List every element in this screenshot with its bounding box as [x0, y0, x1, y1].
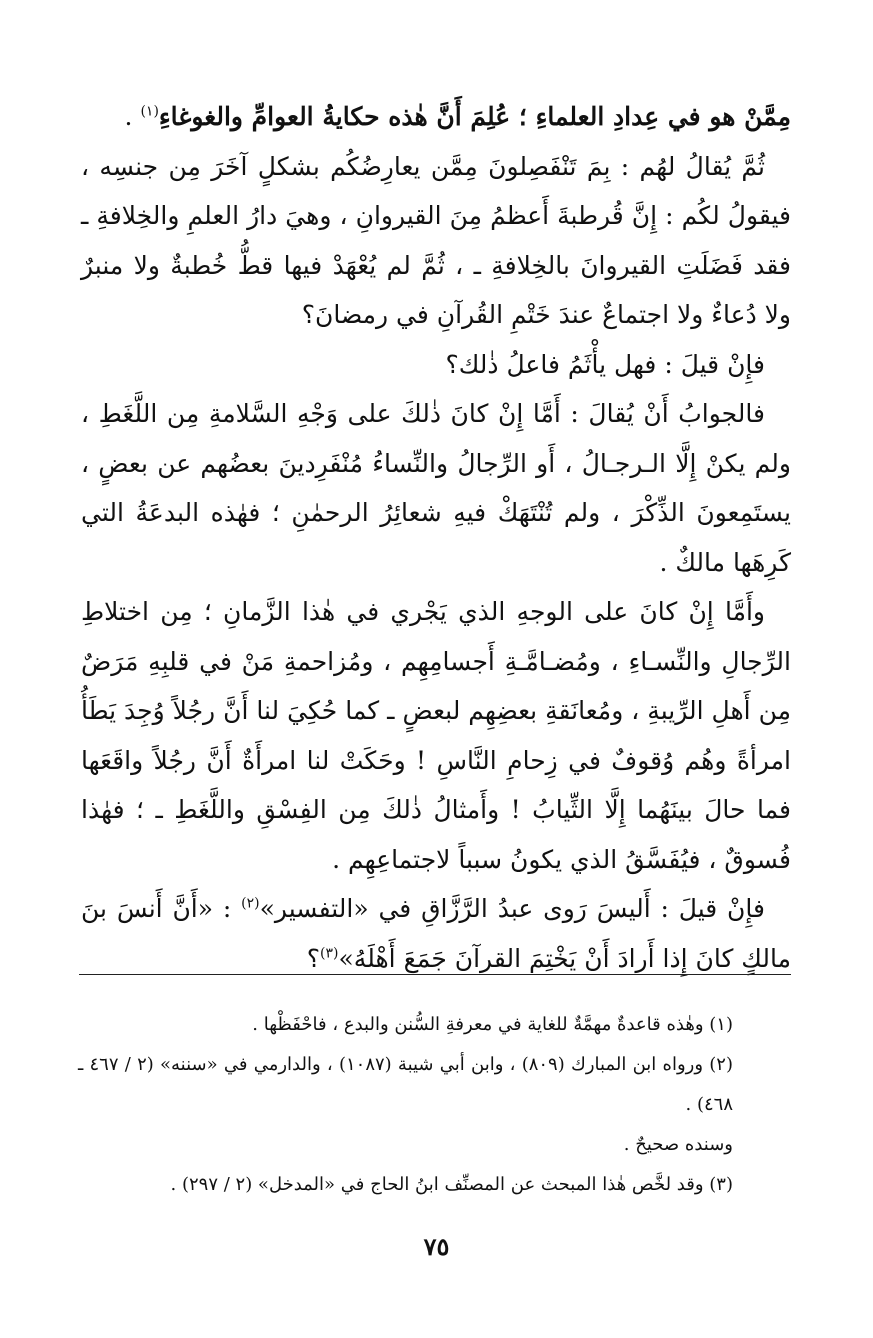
footnote-ref-3: (٣) [320, 945, 339, 962]
paragraph-2: ثُمَّ يُقالُ لهُم : بِمَ تَنْفَصِلونَ مِمَّن يعارِضُكُم بشكلٍ آخَرَ مِن جنسِه ، فيقولُ لكُم : إِنَّ قُرطبةَ أَعظمُ مِنَ القيروانِ ، وهيَ دارُ العلمِ والخِلافةِ ـ فقد فَضَلَتِ القيروانَ بالخِلافةِ ـ ، ثُمَّ لم يُعْهَدْ فيها قطُّ خُطبةٌ ولا منبرٌ ولا دُعاءٌ ولا اجتماعٌ عندَ خَتْمِ القُرآنِ في رمضانَ؟ [81, 151, 791, 329]
paragraph-1-end: . [124, 102, 133, 131]
footnote-3: (٣) وقد لخَّص هٰذا المبحث عن المصنِّف ابنُ الحاج في «المدخل» (٢ / ٢٩٧) . [170, 1174, 733, 1195]
paragraph-5: وأَمَّا إِنْ كانَ على الوجهِ الذي يَجْري في هٰذا الزَّمانِ ؛ مِن اختلاطِ الرِّجالِ والنِّسـاءِ ، ومُضـامَّـةِ أَجسامِهِم ، ومُزاحمةِ مَنْ في قلبِهِ مَرَضٌ مِن أَهلِ الرِّيبةِ ، ومُعانَقةِ بعضِهِم لبعضٍ ـ كما حُكِيَ لنا أَنَّ رجُلاً وُجِدَ يَطَأُ امرأةً وهُم وُقوفٌ في زِحامِ النَّاسِ ! وحَكَتْ لنا امرأَةٌ أَنَّ رجُلاً واقَعَها فما حالَ بينَهُما إِلَّا الثِّيابُ ! وأَمثالُ ذٰلكَ مِن الفِسْقِ واللَّغَطِ ـ ؛ فهٰذا فُسوقٌ ، فيُفَسَّقُ الذي يكونُ سبباً لاجتماعِهِم . [81, 597, 791, 874]
footnote-2-continuation: وسنده صحيحٌ . [623, 1134, 733, 1155]
paragraph-4: فالجوابُ أَنْ يُقالَ : أَمَّا إِنْ كانَ ذٰلكَ على وَجْهِ السَّلامةِ مِن اللَّغَطِ ، ولم يكنْ إِلَّا الـرجـالُ ، أَو الرِّجالُ والنِّساءُ مُنْفَرِدينَ بعضُهم عن بعضٍ ، يستَمِعونَ الذِّكْرَ ، ولم تُنْتَهَكْ فيهِ شعائِرُ الرحمٰنِ ؛ فهٰذه البدعَةُ التي كَرِهَها مالكٌ . [81, 399, 791, 577]
footnote-2: (٢) ورواه ابن المبارك (٨٠٩) ، وابن أبي شيبة (١٠٨٧) ، والدارمي في «سننه» (٢ / ٤٦٧ ـ ٤٦٨) . [78, 1054, 733, 1115]
paragraph-1 [81, 92, 791, 142]
main-text [81, 92, 791, 983]
footnote-ref-1: (١) [140, 103, 159, 120]
page-number: ٧٥ [423, 1232, 450, 1261]
paragraph-1-text: مِمَّنْ هو في عِدادِ العلماءِ ؛ عُلِمَ أَنَّ هٰذه حكايةُ العوامِّ والغوغاءِ [158, 102, 791, 131]
footnotes [78, 1005, 733, 1205]
paragraph-3: فإِنْ قيلَ : فهل يأْثَمُ فاعلُ ذٰلك؟ [445, 349, 765, 379]
footnote-1: (١) وهٰذه قاعدةٌ مهمَّةٌ للغاية في معرفةِ السُّنن والبدع ، فاحْفَظْها . [252, 1014, 733, 1035]
paragraph-6-text: فإِنْ قيلَ : أَليسَ رَوى عبدُ الرَّزَّاقِ في «التفسير» [259, 894, 765, 923]
footnote-divider [79, 974, 791, 975]
paragraph-6 [81, 884, 791, 983]
footnote-ref-2: (٢) [241, 895, 260, 912]
paragraph-6-quote: : «أَنَّ أَنسَ بنَ مالكٍ كانَ إِذا أَرادَ أَنْ يَخْتِمَ القرآنَ جَمَعَ أَهْلَهُ» [81, 894, 791, 973]
paragraph-6-end: ؟ [306, 943, 321, 973]
